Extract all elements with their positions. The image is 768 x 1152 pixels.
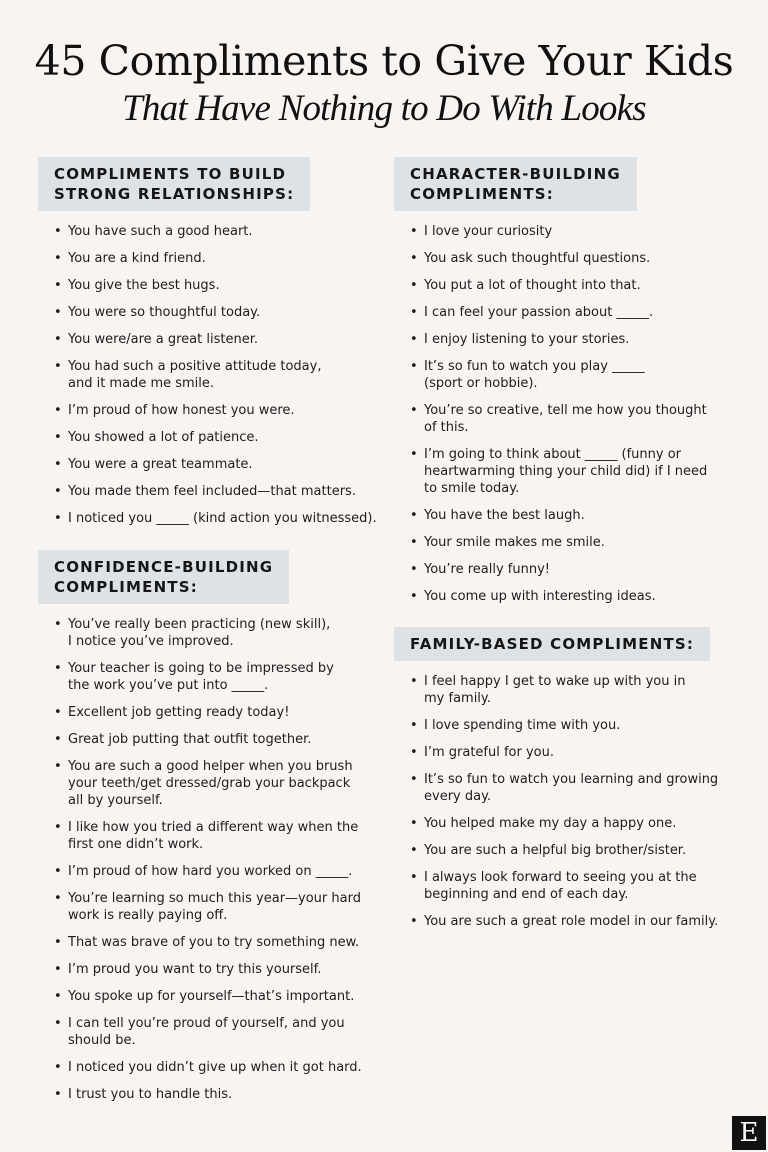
list-item: • You showed a lot of patience. <box>38 429 398 446</box>
list-item: • You spoke up for yourself—that’s important. <box>38 988 398 1005</box>
section-heading: COMPLIMENTS TO BUILD STRONG RELATIONSHIPS: <box>38 157 310 211</box>
list-item: • I noticed you _____ (kind action you witnessed). <box>38 510 398 527</box>
list-item: • You were a great teammate. <box>38 456 398 473</box>
list-item: • I’m grateful for you. <box>394 744 756 761</box>
list-item: • You’re learning so much this year—your hard work is really paying off. <box>38 890 398 924</box>
list-item: • I love your curiosity <box>394 223 754 240</box>
list-item: • It’s so fun to watch you learning and growing every day. <box>394 771 756 805</box>
section-heading: FAMILY-BASED COMPLIMENTS: <box>394 627 710 661</box>
list-item: • You are such a great role model in our family. <box>394 913 756 930</box>
list-item: • You have the best laugh. <box>394 507 754 524</box>
list-item: • You’ve really been practicing (new skill), I notice you’ve improved. <box>38 616 398 650</box>
list-item: • I love spending time with you. <box>394 717 756 734</box>
list-item: • It’s so fun to watch you play _____ (sport or hobbie). <box>394 358 754 392</box>
list-item: • I trust you to handle this. <box>38 1086 398 1103</box>
list-item: • Excellent job getting ready today! <box>38 704 398 721</box>
list-item: • I enjoy listening to your stories. <box>394 331 754 348</box>
list-item: • I feel happy I get to wake up with you in my family. <box>394 673 756 707</box>
list-item: • You were/are a great listener. <box>38 331 398 348</box>
list-item: • That was brave of you to try something new. <box>38 934 398 951</box>
list-item: • I can tell you’re proud of yourself, and you should be. <box>38 1015 398 1049</box>
list-item: • I’m proud of how honest you were. <box>38 402 398 419</box>
section-heading: CONFIDENCE-BUILDING COMPLIMENTS: <box>38 550 289 604</box>
compliment-list <box>394 673 756 930</box>
list-item: • I can feel your passion about _____. <box>394 304 754 321</box>
section-heading: CHARACTER-BUILDING COMPLIMENTS: <box>394 157 637 211</box>
list-item: • You had such a positive attitude today, and it made me smile. <box>38 358 398 392</box>
list-item: • You’re really funny! <box>394 561 754 578</box>
brand-logo: E <box>732 1116 766 1150</box>
compliment-list <box>394 223 754 605</box>
list-item: • I’m proud of how hard you worked on _____. <box>38 863 398 880</box>
list-item: • You ask such thoughtful questions. <box>394 250 754 267</box>
list-item: • You are such a helpful big brother/sister. <box>394 842 756 859</box>
list-item: • You have such a good heart. <box>38 223 398 240</box>
section-relationships <box>38 157 398 537</box>
list-item: • You are a kind friend. <box>38 250 398 267</box>
list-item: • I’m proud you want to try this yourself. <box>38 961 398 978</box>
list-item: • You give the best hugs. <box>38 277 398 294</box>
list-item: • Your teacher is going to be impressed by the work you’ve put into _____. <box>38 660 398 694</box>
list-item: • Great job putting that outfit together. <box>38 731 398 748</box>
list-item: • I like how you tried a different way when the first one didn’t work. <box>38 819 398 853</box>
page-subtitle: That Have Nothing to Do With Looks <box>122 88 646 129</box>
section-character <box>394 157 754 615</box>
list-item: • You’re so creative, tell me how you thought of this. <box>394 402 754 436</box>
list-item: • You come up with interesting ideas. <box>394 588 754 605</box>
list-item: • I always look forward to seeing you at the beginning and end of each day. <box>394 869 756 903</box>
list-item: • You made them feel included—that matters. <box>38 483 398 500</box>
section-confidence <box>38 550 398 1113</box>
list-item: • Your smile makes me smile. <box>394 534 754 551</box>
section-family <box>394 627 756 940</box>
list-item: • I noticed you didn’t give up when it got hard. <box>38 1059 398 1076</box>
compliment-list <box>38 616 398 1103</box>
list-item: • I’m going to think about _____ (funny or heartwarming thing your child did) if I need to smile today. <box>394 446 754 497</box>
list-item: • You helped make my day a happy one. <box>394 815 756 832</box>
page-title: 45 Compliments to Give Your Kids <box>34 37 734 85</box>
list-item: • You put a lot of thought into that. <box>394 277 754 294</box>
compliment-list <box>38 223 398 527</box>
list-item: • You were so thoughtful today. <box>38 304 398 321</box>
list-item: • You are such a good helper when you brush your teeth/get dressed/grab your backpack all by yourself. <box>38 758 398 809</box>
